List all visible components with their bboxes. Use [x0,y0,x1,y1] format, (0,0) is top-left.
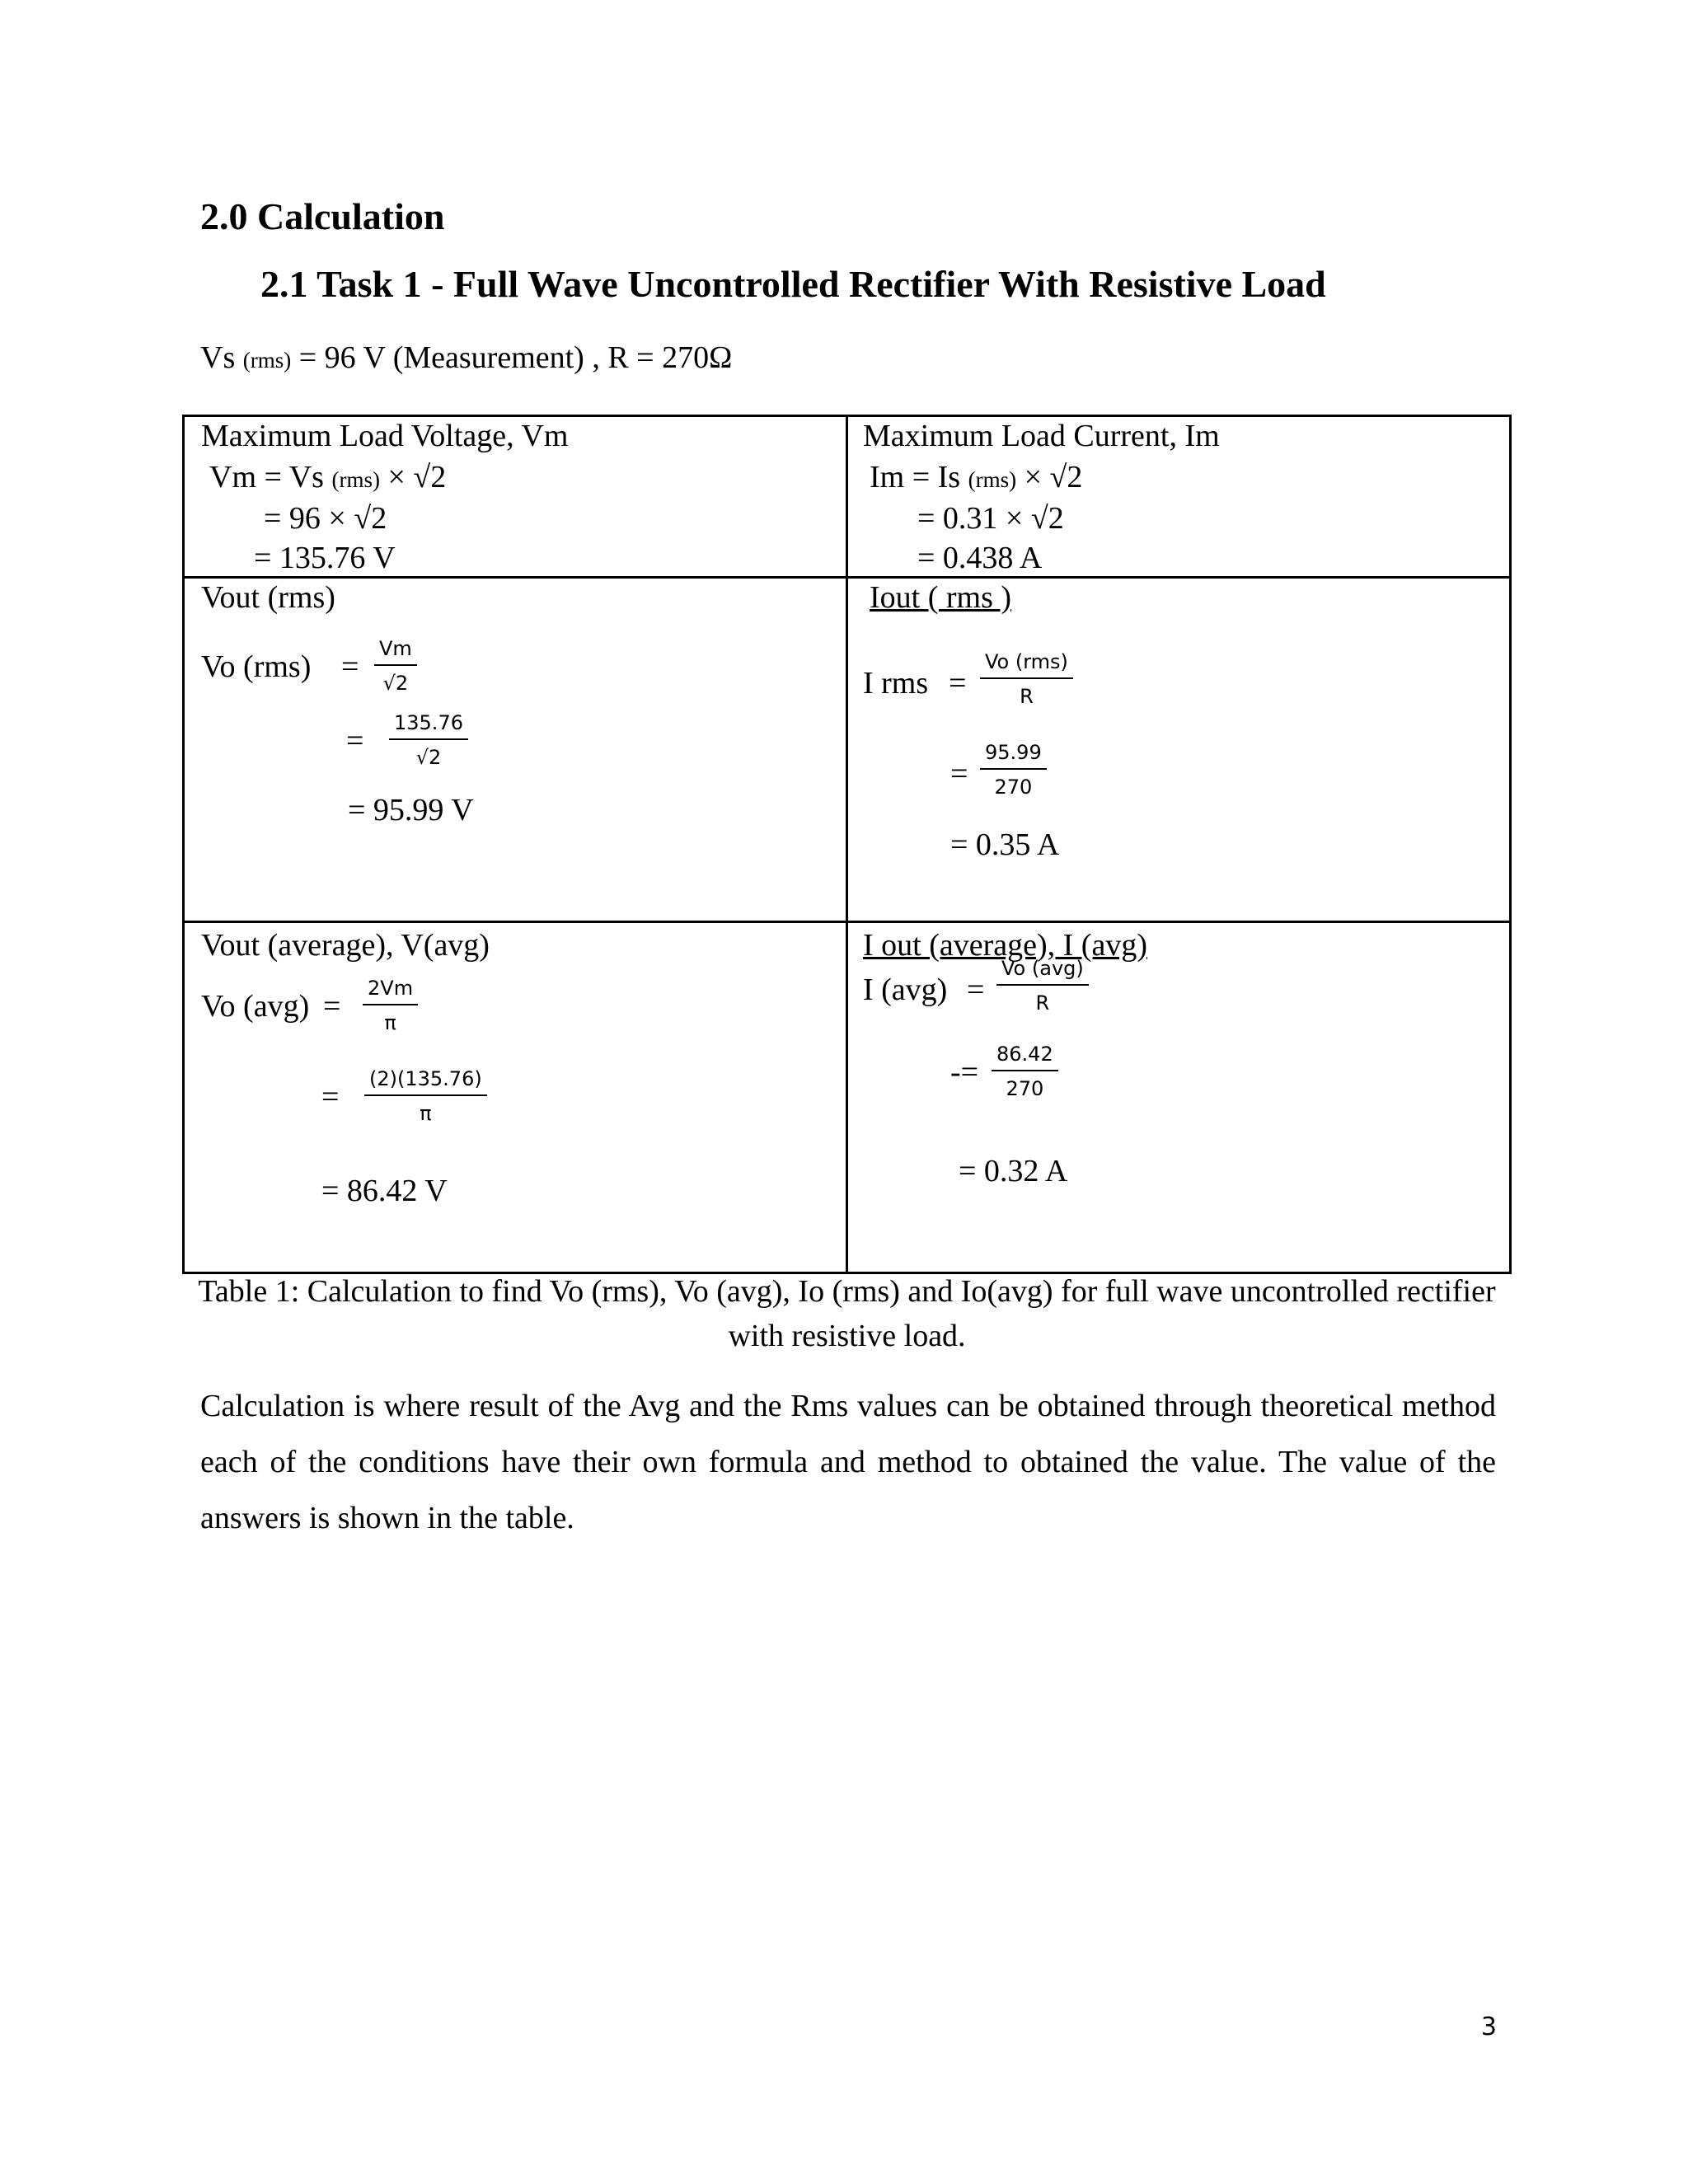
vrms-fraction-2: $\frac{135.76}{√2}$ [389,710,468,770]
vrms-eq2: = [346,724,364,758]
cell-vout-rms [184,578,847,922]
vavg-title: Vout (average), V(avg) [201,928,490,963]
vavg-label: Vo (avg) [201,989,310,1024]
cell-iout-avg [847,922,1511,1273]
cell-vout-avg [184,922,847,1273]
cell-max-voltage [184,416,847,578]
vrms-label: Vo (rms) [201,649,312,684]
body-paragraph: Calculation is where result of the Avg and the Rms values can be obtained through theoretical method each of the conditions have their own formula and method to obtained the value. The value of the answers is shown in the table. [200,1389,1496,1535]
irms-eq2: = [950,757,968,791]
iavg-result: = 0.32 A [959,1154,1068,1188]
vm-title: Maximum Load Voltage, Vm [201,419,569,453]
irms-label: I rms [863,666,929,701]
im-title: Maximum Load Current, Im [863,419,1220,453]
vrms-result: = 95.99 V [348,793,474,827]
irms-eq1: = [949,666,967,701]
cell-iout-rms [847,578,1511,922]
iavg-eq1: = [967,972,985,1007]
vavg-eq1: = [323,989,341,1024]
iavg-title: I out (average), I (avg) [863,928,1147,963]
irms-title: Iout ( rms ) [870,580,1012,615]
vavg-eq2: = [321,1080,340,1114]
vrms-eq1: = [341,649,359,684]
irms-fraction-1: Vo (rms) R [980,649,1073,709]
subsection-heading: 2.1 Task 1 - Full Wave Uncontrolled Rectifier With Resistive Load [260,263,1326,305]
vs-subscript: (rms) [242,348,292,373]
table-caption: Table 1: Calculation to find Vo (rms), Vo (avg), Io (rms) and Io(avg) for full wave uncontrolled rectifier with resistive load. [198,1274,1496,1353]
iavg-label: I (avg) [863,972,948,1007]
given-values [200,340,732,376]
irms-result: = 0.35 A [950,827,1060,862]
vavg-fraction-2: $\frac{(2)(135.76)}{\pi}$ [364,1066,487,1126]
given-rest: = 96 V (Measurement) , R = 270Ω [298,340,733,375]
vs-label: Vs [200,340,236,375]
page-number: 3 [1480,2013,1497,2041]
im-line2: = 0.31 × √2 [917,501,1064,536]
cell-max-current [847,416,1511,578]
irms-fraction-2: $\frac{95.99}{270}$ [980,740,1047,799]
vrms-title: Vout (rms) [201,580,335,615]
vavg-fraction-1: $\frac{2Vm}{\pi}$ [363,976,418,1035]
im-line3: = 0.438 A [917,541,1043,575]
iavg-fraction-2: $\frac{86.42}{270}$ [992,1042,1058,1101]
vm-line2: = 96 × √2 [264,501,387,536]
vm-line1: Vm = Vs (rms) × √2 [209,460,447,494]
vrms-fraction-1: $\frac{Vm}{√2}$ [374,636,417,696]
iavg-eq2: -= [950,1055,979,1090]
calculation-table [182,415,1512,1274]
im-line1: Im = Is (rms) × √2 [870,460,1083,494]
iavg-fraction-1: Vo (avg) R [996,956,1089,1015]
vm-line3: = 135.76 V [254,541,396,575]
vavg-result: = 86.42 V [321,1174,448,1208]
section-heading: 2.0 Calculation [200,195,445,237]
